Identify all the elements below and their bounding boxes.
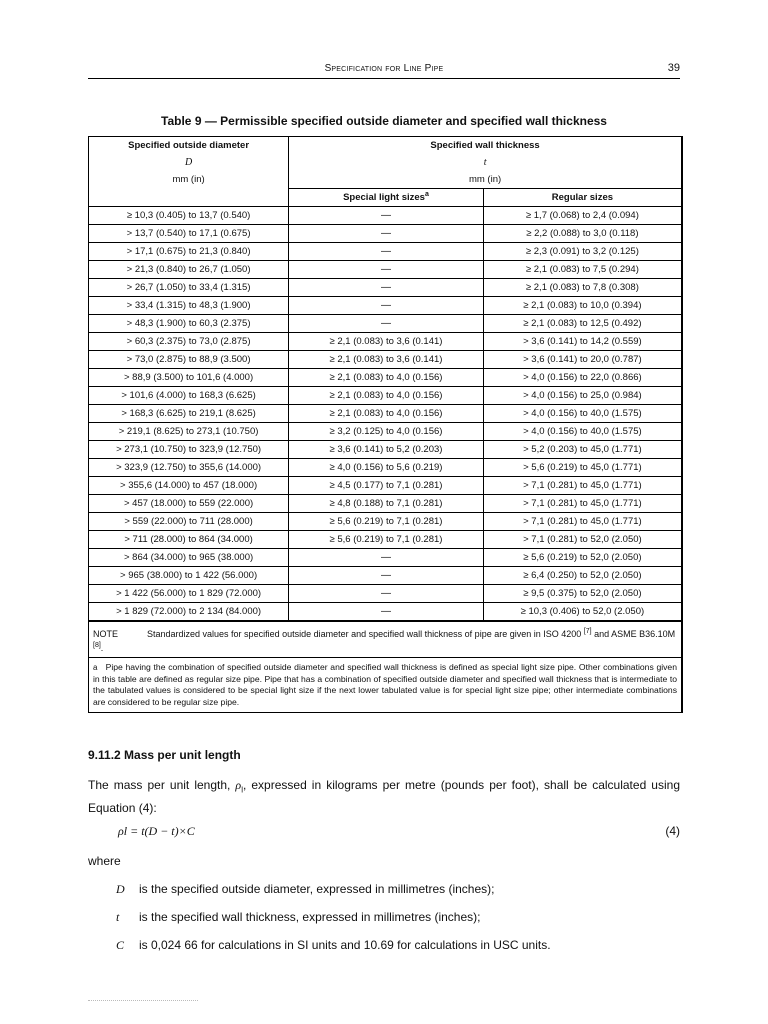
cell-regular: > 3,6 (0.141) to 20,0 (0.787) [483,351,681,369]
cell-regular: ≥ 2,1 (0.083) to 12,5 (0.492) [483,315,681,333]
cell-regular: ≥ 2,3 (0.091) to 3,2 (0.125) [483,243,681,261]
table-row [89,459,681,477]
col-head-spacer [89,189,289,207]
cell-regular: > 3,6 (0.141) to 14,2 (0.559) [483,333,681,351]
cell-special-light: — [289,261,484,279]
table-row [89,279,681,297]
table-row [89,441,681,459]
cell-special-light: ≥ 5,6 (0.219) to 7,1 (0.281) [289,513,484,531]
spec-table-frame [88,136,683,713]
table-row [89,567,681,585]
table-row [89,513,681,531]
cell-outside-diameter: > 323,9 (12.750) to 355,6 (14.000) [89,459,289,477]
cell-regular: ≥ 2,1 (0.083) to 7,5 (0.294) [483,261,681,279]
def-text-d: is the specified outside diameter, expressed in millimetres (inches); [139,882,495,896]
table-row [89,297,681,315]
cell-outside-diameter: > 73,0 (2.875) to 88,9 (3.500) [89,351,289,369]
cell-regular: > 4,0 (0.156) to 22,0 (0.866) [483,369,681,387]
note-end: . [100,643,104,653]
section-heading: 9.11.2 Mass per unit length [88,748,241,762]
cell-regular: ≥ 2,1 (0.083) to 7,8 (0.308) [483,279,681,297]
cell-special-light: — [289,225,484,243]
cell-outside-diameter: > 864 (34.000) to 965 (38.000) [89,549,289,567]
cell-outside-diameter: > 965 (38.000) to 1 422 (56.000) [89,567,289,585]
cell-outside-diameter: > 457 (18.000) to 559 (22.000) [89,495,289,513]
table-row [89,405,681,423]
cell-regular: > 5,2 (0.203) to 45,0 (1.771) [483,441,681,459]
table-row [89,585,681,603]
cell-outside-diameter: > 88,9 (3.500) to 101,6 (4.000) [89,369,289,387]
footer-rule [88,1000,198,1001]
cell-regular: > 7,1 (0.281) to 52,0 (2.050) [483,531,681,549]
col-symbol-d: D [89,154,289,171]
rho-subscript: l [241,785,243,795]
sub-head-special-light [289,189,484,207]
cell-special-light: — [289,603,484,621]
cell-special-light: — [289,549,484,567]
cell-regular: ≥ 9,5 (0.375) to 52,0 (2.050) [483,585,681,603]
cell-outside-diameter: ≥ 10,3 (0.405) to 13,7 (0.540) [89,207,289,225]
cell-special-light: ≥ 3,6 (0.141) to 5,2 (0.203) [289,441,484,459]
cell-outside-diameter: > 101,6 (4.000) to 168,3 (6.625) [89,387,289,405]
col-symbol-t: t [289,154,681,171]
note-mid: and ASME B36.10M [594,629,676,639]
cell-outside-diameter: > 1 829 (72.000) to 2 134 (84.000) [89,603,289,621]
cell-special-light: — [289,297,484,315]
cell-regular: ≥ 1,7 (0.068) to 2,4 (0.094) [483,207,681,225]
table-row [89,387,681,405]
col-head-wall-thickness: Specified wall thickness [289,137,681,154]
footnote-marker: a [93,663,98,672]
cell-regular: > 4,0 (0.156) to 40,0 (1.575) [483,405,681,423]
cell-outside-diameter: > 33,4 (1.315) to 48,3 (1.900) [89,297,289,315]
spec-table [89,137,681,621]
cell-special-light: — [289,279,484,297]
definition-t [116,910,480,925]
cell-regular: ≥ 5,6 (0.219) to 52,0 (2.050) [483,549,681,567]
table-row [89,207,681,225]
table-row [89,531,681,549]
table-row [89,315,681,333]
col-unit-t: mm (in) [289,171,681,189]
def-symbol-d: D [116,882,125,896]
def-text-c: is 0,024 66 for calculations in SI units and 10.69 for calculations in USC units. [139,938,551,952]
table-body [89,207,681,621]
cell-regular: > 4,0 (0.156) to 25,0 (0.984) [483,387,681,405]
cell-regular: ≥ 10,3 (0.406) to 52,0 (2.050) [483,603,681,621]
table-note [89,621,681,657]
table-row [89,225,681,243]
cell-outside-diameter: > 60,3 (2.375) to 73,0 (2.875) [89,333,289,351]
table-row [89,549,681,567]
where-label: where [88,854,121,868]
cell-outside-diameter: > 21,3 (0.840) to 26,7 (1.050) [89,261,289,279]
cell-special-light: ≥ 4,0 (0.156) to 5,6 (0.219) [289,459,484,477]
col-unit-d: mm (in) [89,171,289,189]
cell-outside-diameter: > 168,3 (6.625) to 219,1 (8.625) [89,405,289,423]
equation-number: (4) [665,824,680,838]
cell-special-light: — [289,315,484,333]
table-row [89,495,681,513]
cell-special-light: ≥ 2,1 (0.083) to 4,0 (0.156) [289,387,484,405]
cell-regular: > 7,1 (0.281) to 45,0 (1.771) [483,495,681,513]
cell-special-light: ≥ 2,1 (0.083) to 4,0 (0.156) [289,405,484,423]
cell-outside-diameter: > 26,7 (1.050) to 33,4 (1.315) [89,279,289,297]
page-header [88,60,680,79]
col-head-outside-diameter: Specified outside diameter [89,137,289,154]
body-paragraph [88,776,680,817]
cell-regular: > 4,0 (0.156) to 40,0 (1.575) [483,423,681,441]
def-text-t: is the specified wall thickness, expressed in millimetres (inches); [139,910,481,924]
equation-4 [118,824,680,839]
para-part-2: , expressed in kilograms per metre (pounds per foot), shall be calculated using Equation (4): [88,778,680,816]
cell-special-light: — [289,567,484,585]
cell-regular: > 7,1 (0.281) to 45,0 (1.771) [483,477,681,495]
cell-outside-diameter: > 559 (22.000) to 711 (28.000) [89,513,289,531]
cell-regular: ≥ 2,2 (0.088) to 3,0 (0.118) [483,225,681,243]
table-footnote [89,657,681,712]
def-symbol-c: C [116,938,125,952]
note-ref-7: [7] [583,628,592,635]
para-part-1: The mass per unit length, [88,778,236,792]
table-row [89,243,681,261]
rho-symbol: ρ [235,778,242,792]
cell-outside-diameter: > 355,6 (14.000) to 457 (18.000) [89,477,289,495]
cell-outside-diameter: > 48,3 (1.900) to 60,3 (2.375) [89,315,289,333]
table-row [89,261,681,279]
cell-regular: ≥ 2,1 (0.083) to 10,0 (0.394) [483,297,681,315]
cell-outside-diameter: > 17,1 (0.675) to 21,3 (0.840) [89,243,289,261]
table-caption: Table 9 — Permissible specified outside diameter and specified wall thickness [161,114,607,128]
footnote-text: Pipe having the combination of specified outside diameter and specified wall thickness is defined as special light size pipe. Other combinations given in this table are defined as regular size pipe. Pipe that has a combination of specified outside diameter and specified wall thickness that is intermediate to the tabulated values is considered to be special light size if the next lower tabulated value is for special light size pipe; other intermediate combinations are considered to be regular size pipe. [93,662,677,707]
note-label: NOTE [93,629,119,639]
sub-head-regular: Regular sizes [483,189,681,207]
cell-special-light: ≥ 2,1 (0.083) to 4,0 (0.156) [289,369,484,387]
table-row [89,333,681,351]
footnote-ref-a: a [424,191,429,199]
def-symbol-t: t [116,910,120,924]
note-ref-8: [8] [93,642,101,649]
cell-special-light: ≥ 3,2 (0.125) to 4,0 (0.156) [289,423,484,441]
cell-special-light: ≥ 5,6 (0.219) to 7,1 (0.281) [289,531,484,549]
page-number: 39 [667,62,680,74]
cell-outside-diameter: > 219,1 (8.625) to 273,1 (10.750) [89,423,289,441]
cell-special-light: ≥ 2,1 (0.083) to 3,6 (0.141) [289,351,484,369]
cell-regular: ≥ 6,4 (0.250) to 52,0 (2.050) [483,567,681,585]
running-title: Specification for Line Pipe [324,63,444,74]
cell-special-light: — [289,207,484,225]
cell-outside-diameter: > 273,1 (10.750) to 323,9 (12.750) [89,441,289,459]
table-row [89,369,681,387]
cell-outside-diameter: > 1 422 (56.000) to 1 829 (72.000) [89,585,289,603]
table-row [89,603,681,621]
cell-outside-diameter: > 711 (28.000) to 864 (34.000) [89,531,289,549]
definition-d [116,882,495,897]
cell-special-light: — [289,585,484,603]
cell-outside-diameter: > 13,7 (0.540) to 17,1 (0.675) [89,225,289,243]
cell-special-light: ≥ 2,1 (0.083) to 3,6 (0.141) [289,333,484,351]
note-text: Standardized values for specified outside diameter and specified wall thickness of pipe are given in ISO 4200 [147,629,582,639]
table-row [89,351,681,369]
table-row [89,423,681,441]
cell-special-light: ≥ 4,8 (0.188) to 7,1 (0.281) [289,495,484,513]
definition-c [116,938,551,953]
cell-regular: > 5,6 (0.219) to 45,0 (1.771) [483,459,681,477]
cell-regular: > 7,1 (0.281) to 45,0 (1.771) [483,513,681,531]
cell-special-light: — [289,243,484,261]
equation-text: ρl = t(D − t)×C [118,824,195,838]
table-row [89,477,681,495]
cell-special-light: ≥ 4,5 (0.177) to 7,1 (0.281) [289,477,484,495]
sub-head-special-label: Special light sizes [343,192,425,204]
